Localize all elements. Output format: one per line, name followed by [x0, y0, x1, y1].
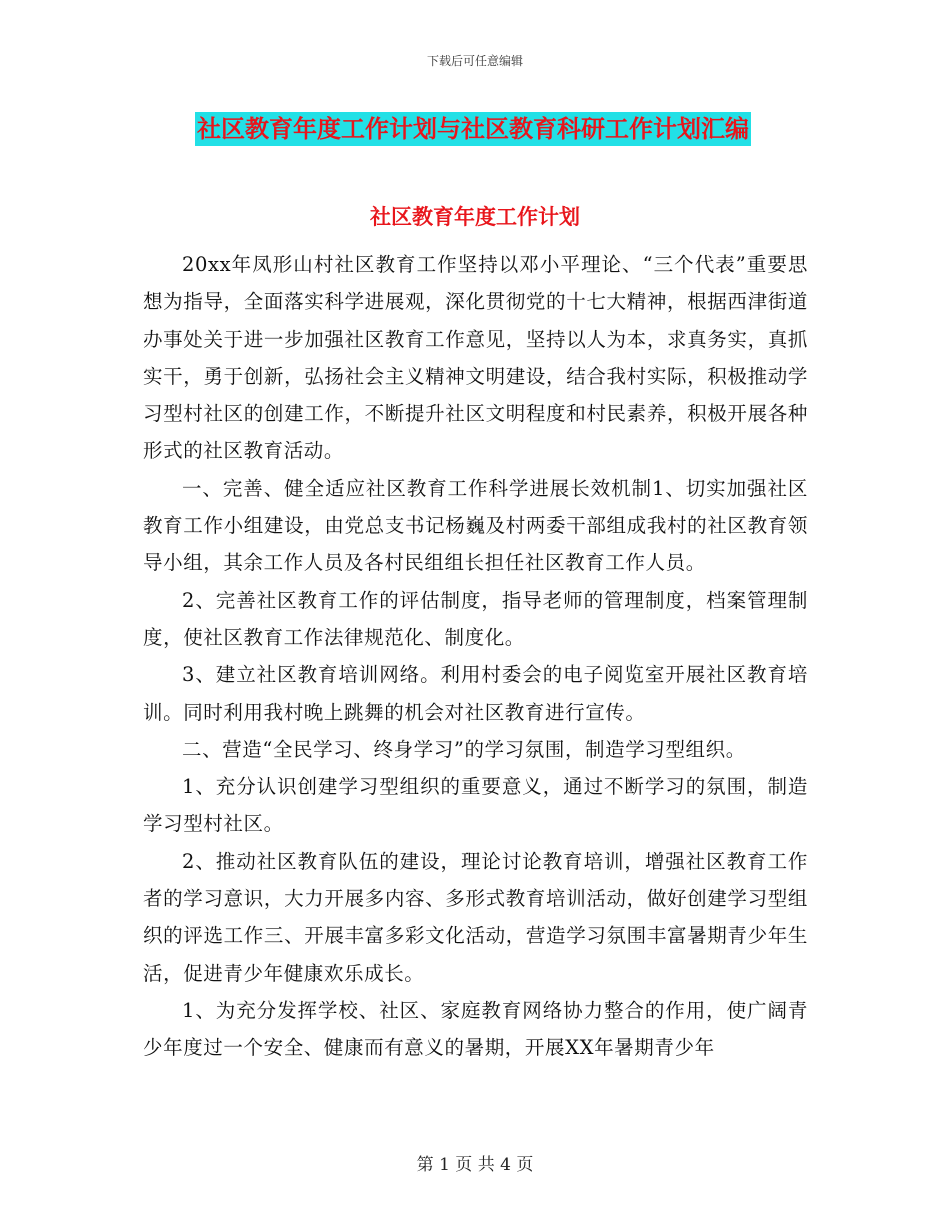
section-title: 社区教育年度工作计划: [370, 204, 580, 229]
paragraph: 3、建立社区教育培训网络。利用村委会的电子阅览室开展社区教育培训。同时利用我村晚上跳舞的机会对社区教育进行宣传。: [143, 663, 808, 724]
document-main-title: 社区教育年度工作计划与社区教育科研工作计划汇编: [195, 112, 751, 146]
paragraph: 1、充分认识创建学习型组织的重要意义，通过不断学习的氛围，制造学习型村社区。: [143, 775, 808, 836]
page-header-note: 下载后可任意编辑: [426, 54, 523, 68]
paragraph: 二、营造“全民学习、终身学习”的学习氛围，制造学习型组织。: [182, 737, 746, 761]
paragraph: 2、推动社区教育队伍的建设，理论讨论教育培训，增强社区教育工作者的学习意识，大力开展多内容、多形式教育培训活动，做好创建学习型组织的评选工作三、开展丰富多彩文化活动，营造学习氛围丰富暑期青少年生活，促进青少年健康欢乐成长。: [143, 849, 808, 985]
document-body: [143, 246, 808, 1067]
paragraph: 1、为充分发挥学校、社区、家庭教育网络协力整合的作用，使广阔青少年度过一个安全、健康而有意义的暑期，开展XX年暑期青少年: [143, 998, 808, 1060]
paragraph: 20xx年凤形山村社区教育工作坚持以邓小平理论、“三个代表”重要思想为指导，全面落实科学进展观，深化贯彻党的十七大精神，根据西津街道办事处关于进一步加强社区教育工作意见，坚持以人为本，求真务实，真抓实干，勇于创新，弘扬社会主义精神文明建设，结合我村实际，积极推动学习型村社区的创建工作，不断提升社区文明程度和村民素养，积极开展各种形式的社区教育活动。: [143, 253, 808, 463]
page-number-footer: 第 1 页 共 4 页: [416, 1155, 534, 1175]
paragraph: 2、完善社区教育工作的评估制度，指导老师的管理制度，档案管理制度，使社区教育工作法律规范化、制度化。: [143, 588, 808, 649]
paragraph: 一、完善、健全适应社区教育工作科学进展长效机制1、切实加强社区教育工作小组建设，由党总支书记杨巍及村两委干部组成我村的社区教育领导小组，其余工作人员及各村民组组长担任社区教育工作人员。: [143, 476, 808, 575]
